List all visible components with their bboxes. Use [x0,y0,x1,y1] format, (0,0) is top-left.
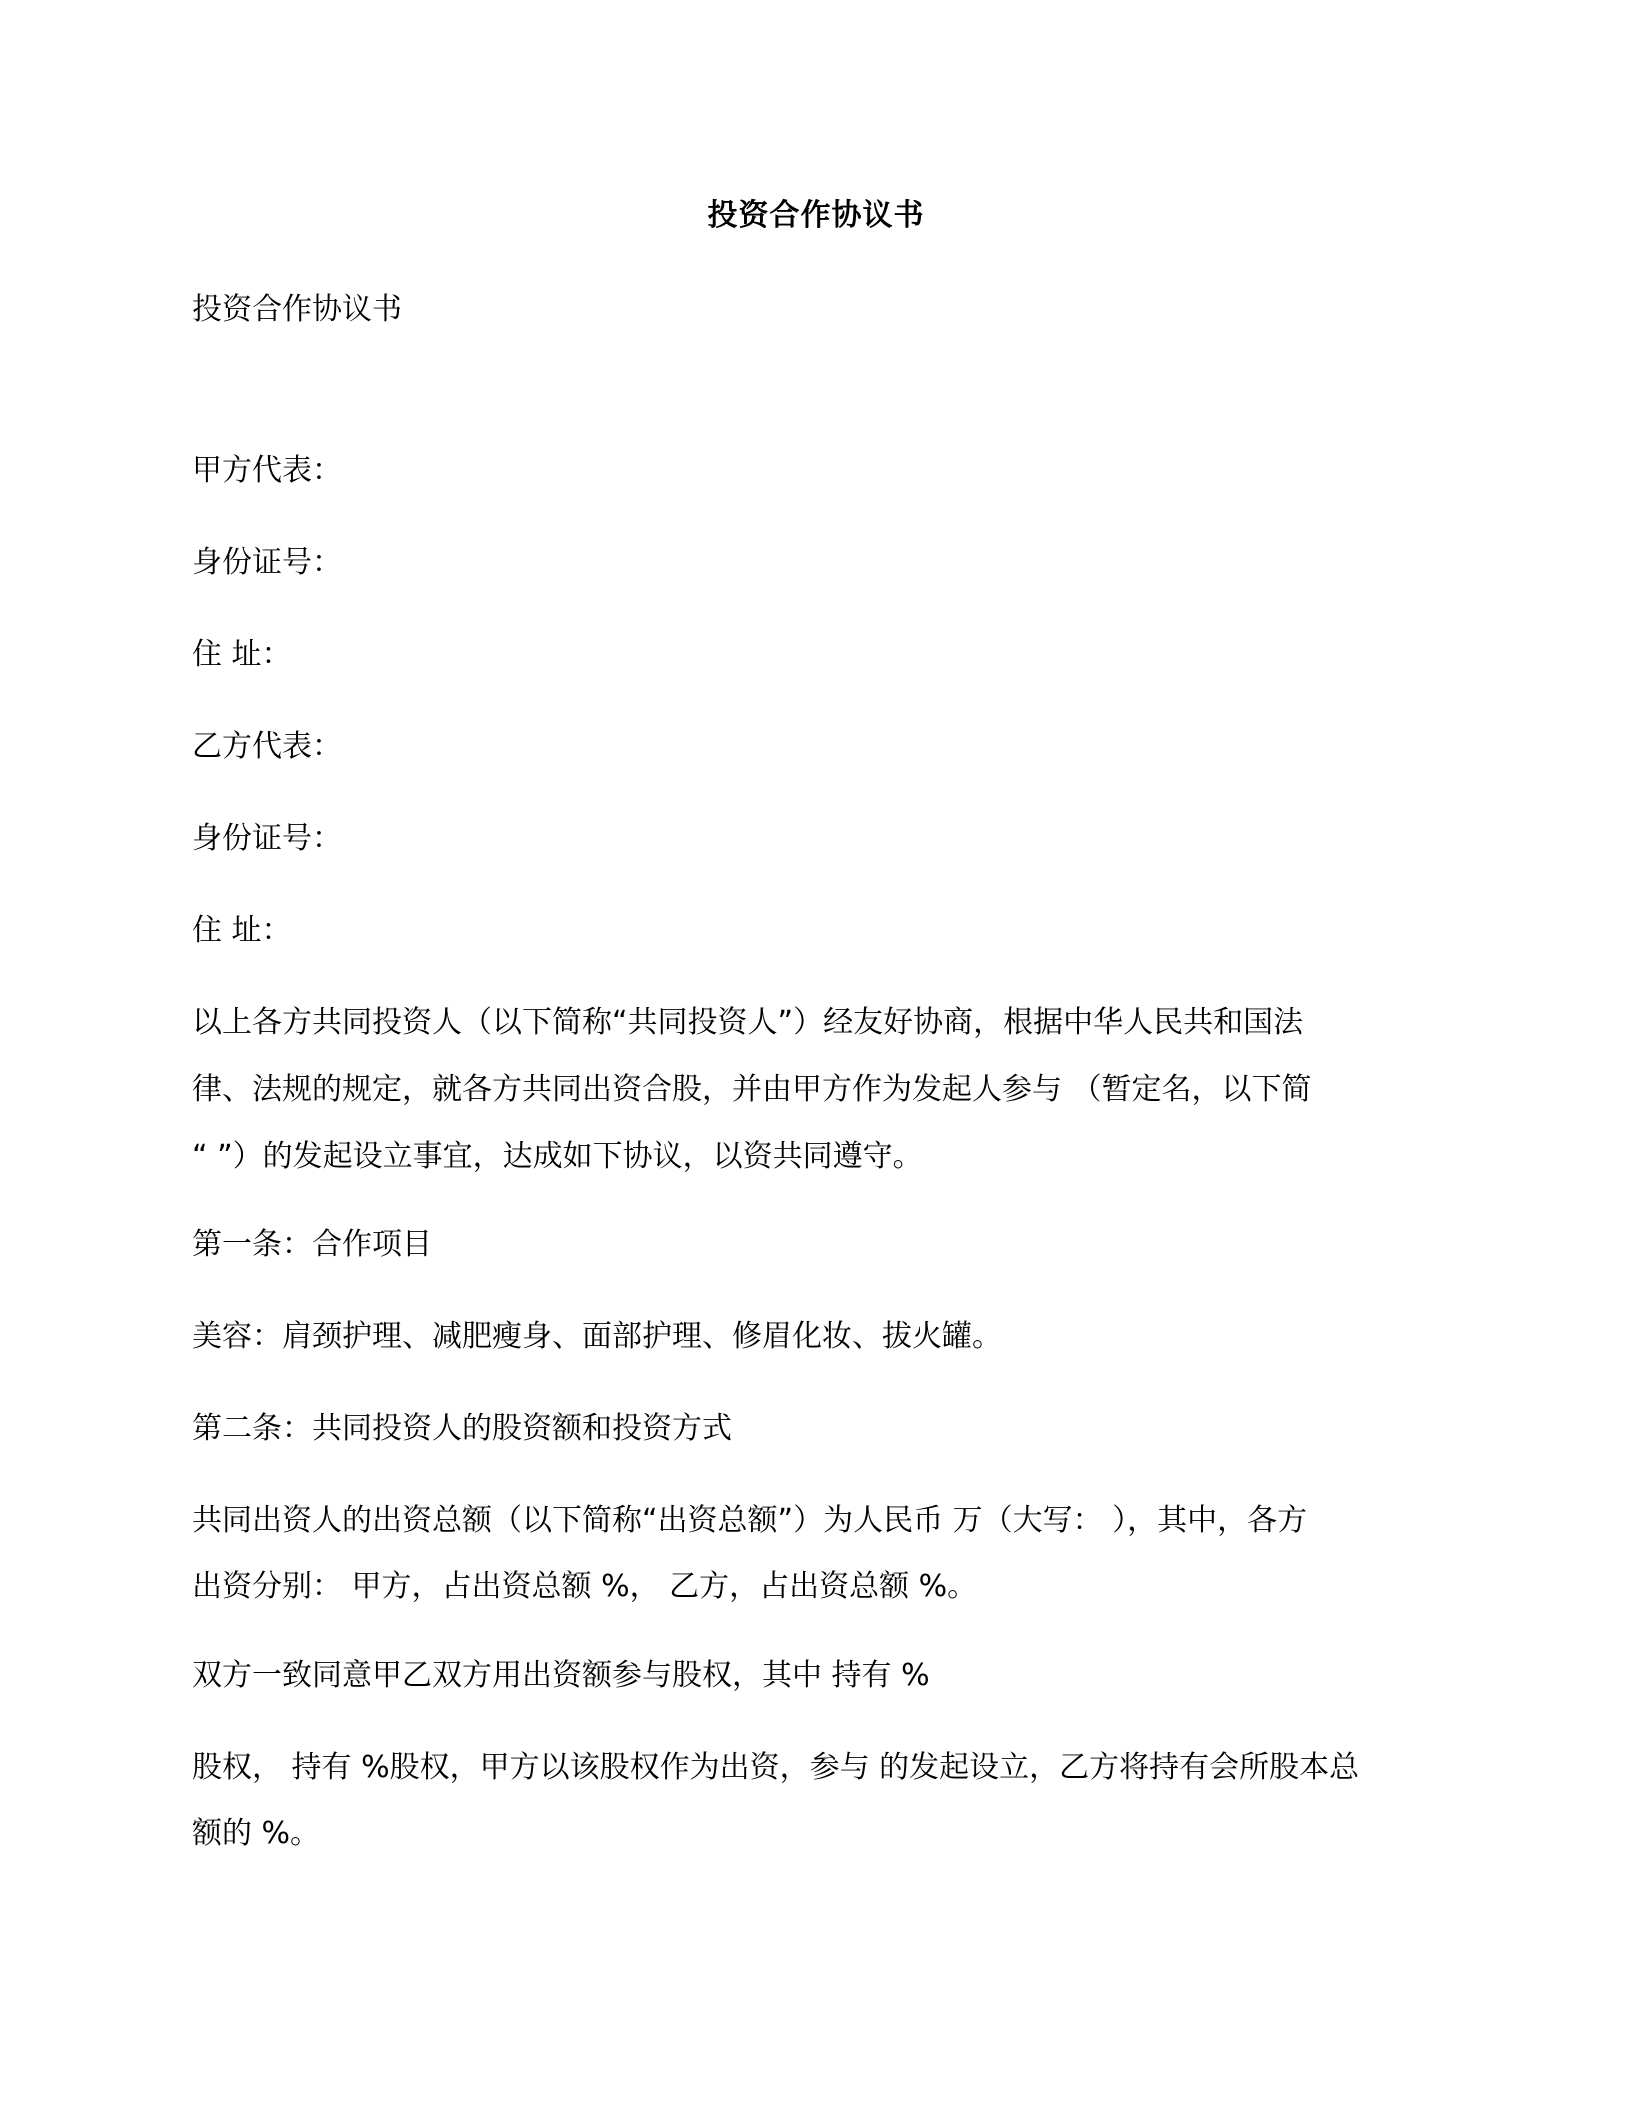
article-2-paragraph-2: 双方一致同意甲乙双方用出资额参与股权，其中 持有 % [192,1658,930,1693]
article-1-heading: 第一条：合作项目 [192,1227,432,1262]
party-b-address: 住 址： [192,913,292,948]
party-b-representative: 乙方代表： [192,729,342,764]
party-a-address: 住 址： [192,637,292,672]
article-2-heading: 第二条：共同投资人的股资额和投资方式 [192,1411,732,1446]
article-2-paragraph-line: 出资分别： 甲方，占出资总额 %， 乙方，占出资总额 %。 [192,1569,978,1604]
article-2-paragraph-line: 共同出资人的出资总额（以下简称“出资总额”）为人民币 万（大写： ），其中，各方 [192,1503,1308,1538]
article-2-paragraph-3-line: 额的 %。 [192,1816,321,1851]
intro-paragraph-line: 律、法规的规定，就各方共同出资合股，并由甲方作为发起人参与 （暂定名，以下简 [192,1072,1312,1107]
article-2-paragraph-3-line: 股权， 持有 %股权，甲方以该股权作为出资，参与 的发起设立，乙方将持有会所股本总 [192,1750,1360,1785]
intro-paragraph-line: 以上各方共同投资人（以下简称“共同投资人”）经友好协商，根据中华人民共和国法 [192,1005,1304,1040]
party-b-id-number: 身份证号： [192,821,342,856]
document-title: 投资合作协议书 [707,198,925,233]
intro-paragraph-line: “ ”）的发起设立事宜，达成如下协议，以资共同遵守。 [192,1139,923,1174]
document-subtitle: 投资合作协议书 [192,292,402,327]
party-a-id-number: 身份证号： [192,545,342,580]
article-1-body: 美容：肩颈护理、减肥瘦身、面部护理、修眉化妆、拔火罐。 [192,1319,1002,1354]
party-a-representative: 甲方代表： [192,453,342,488]
